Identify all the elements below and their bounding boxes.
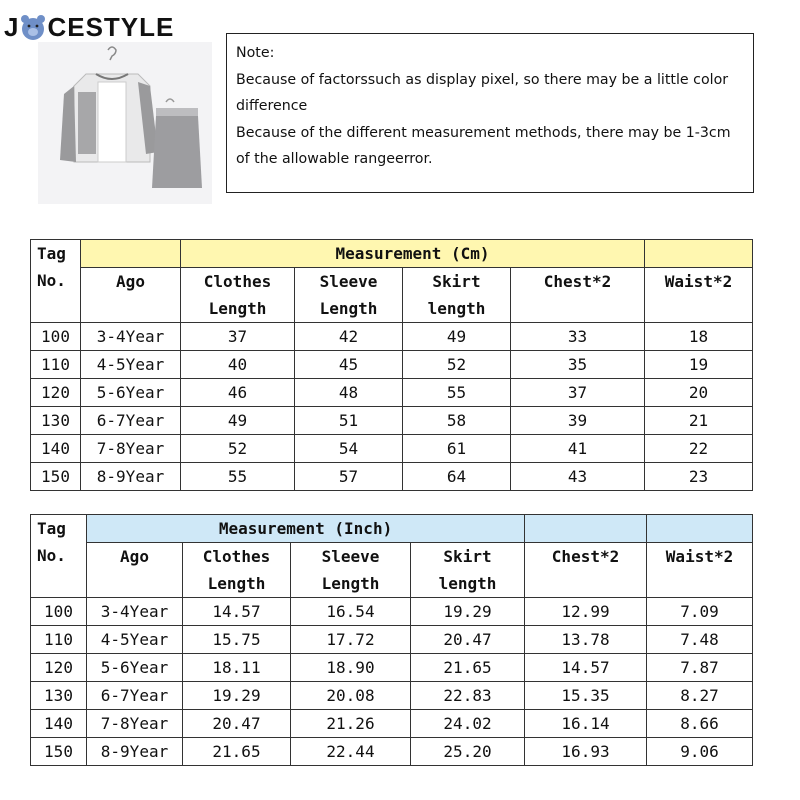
sleeve-length-cell: 18.90	[291, 654, 411, 682]
sleeve-length-cell: 42	[295, 323, 403, 351]
clothes-length-cell: 55	[181, 463, 295, 491]
clothes-length-header: Clothes Length	[181, 268, 295, 323]
waist-header: Waist*2	[645, 268, 753, 323]
table-row	[31, 463, 753, 491]
note-line-1: Because of factorssuch as display pixel, so there may be a little color	[236, 71, 729, 88]
skirt-length-cell: 64	[403, 463, 511, 491]
skirt-length-cell: 49	[403, 323, 511, 351]
chest-cell: 39	[511, 407, 645, 435]
waist-cell: 7.87	[647, 654, 753, 682]
age-header: Ago	[87, 543, 183, 598]
age-cell: 4-5Year	[81, 351, 181, 379]
waist-cell: 23	[645, 463, 753, 491]
table-row	[31, 323, 753, 351]
clothes-length-cell: 14.57	[183, 598, 291, 626]
measurement-cm-title: Measurement (Cm)	[181, 240, 645, 268]
logo-prefix: J	[4, 11, 20, 42]
band-cell	[647, 515, 753, 543]
sleeve-length-cell: 48	[295, 379, 403, 407]
age-cell: 3-4Year	[87, 598, 183, 626]
waist-cell: 8.66	[647, 710, 753, 738]
bear-logo-icon	[20, 13, 46, 41]
sleeve-length-cell: 20.08	[291, 682, 411, 710]
waist-header: Waist*2	[647, 543, 753, 598]
table-row	[31, 710, 753, 738]
sleeve-length-header: Sleeve Length	[295, 268, 403, 323]
skirt-length-cell: 24.02	[411, 710, 525, 738]
age-cell: 7-8Year	[87, 710, 183, 738]
clothes-length-cell: 37	[181, 323, 295, 351]
sleeve-length-cell: 57	[295, 463, 403, 491]
clothes-length-cell: 52	[181, 435, 295, 463]
note-line-2: difference	[236, 98, 308, 114]
skirt-length-cell: 25.20	[411, 738, 525, 766]
note-line-4: of the allowable rangeerror.	[236, 151, 433, 167]
band-cell	[645, 240, 753, 268]
table-row	[31, 626, 753, 654]
age-cell: 5-6Year	[87, 654, 183, 682]
chest-cell: 16.93	[525, 738, 647, 766]
age-cell: 8-9Year	[87, 738, 183, 766]
waist-cell: 20	[645, 379, 753, 407]
chest-cell: 14.57	[525, 654, 647, 682]
note-box	[226, 33, 754, 193]
note-title: Note:	[236, 45, 275, 61]
band-cell	[81, 240, 181, 268]
waist-cell: 22	[645, 435, 753, 463]
chest-cell: 13.78	[525, 626, 647, 654]
tag-cell: 150	[31, 738, 87, 766]
note-line-3: Because of the different measurement methods, there may be 1-3cm	[236, 124, 731, 141]
sleeve-length-header: Sleeve Length	[291, 543, 411, 598]
clothes-length-cell: 21.65	[183, 738, 291, 766]
tag-cell: 100	[31, 323, 81, 351]
sleeve-length-cell: 54	[295, 435, 403, 463]
skirt-length-cell: 61	[403, 435, 511, 463]
skirt-length-cell: 19.29	[411, 598, 525, 626]
band-cell	[525, 515, 647, 543]
waist-cell: 7.09	[647, 598, 753, 626]
chest-cell: 37	[511, 379, 645, 407]
chest-cell: 12.99	[525, 598, 647, 626]
skirt-length-header: Skirt length	[403, 268, 511, 323]
skirt-length-cell: 52	[403, 351, 511, 379]
measurement-inch-title: Measurement (Inch)	[87, 515, 525, 543]
age-cell: 4-5Year	[87, 626, 183, 654]
tag-cell: 140	[31, 710, 87, 738]
sleeve-length-cell: 45	[295, 351, 403, 379]
chest-cell: 15.35	[525, 682, 647, 710]
tag-cell: 140	[31, 435, 81, 463]
table-row	[31, 598, 753, 626]
brand-logo	[4, 10, 174, 44]
chest-cell: 16.14	[525, 710, 647, 738]
age-cell: 8-9Year	[81, 463, 181, 491]
chest-cell: 43	[511, 463, 645, 491]
sleeve-length-cell: 22.44	[291, 738, 411, 766]
waist-cell: 8.27	[647, 682, 753, 710]
skirt-length-cell: 22.83	[411, 682, 525, 710]
chest-cell: 35	[511, 351, 645, 379]
tag-cell: 110	[31, 626, 87, 654]
age-cell: 3-4Year	[81, 323, 181, 351]
table-row	[31, 379, 753, 407]
table-row	[31, 682, 753, 710]
clothes-length-cell: 19.29	[183, 682, 291, 710]
tag-cell: 130	[31, 407, 81, 435]
sleeve-length-cell: 17.72	[291, 626, 411, 654]
outfit-image	[38, 42, 212, 204]
clothes-length-cell: 20.47	[183, 710, 291, 738]
skirt-length-cell: 20.47	[411, 626, 525, 654]
tag-cell: 120	[31, 379, 81, 407]
sleeve-length-cell: 51	[295, 407, 403, 435]
age-cell: 5-6Year	[81, 379, 181, 407]
clothes-length-header: Clothes Length	[183, 543, 291, 598]
skirt-length-cell: 58	[403, 407, 511, 435]
waist-cell: 21	[645, 407, 753, 435]
age-cell: 6-7Year	[87, 682, 183, 710]
tag-cell: 120	[31, 654, 87, 682]
waist-cell: 9.06	[647, 738, 753, 766]
clothes-length-cell: 46	[181, 379, 295, 407]
size-table-inch	[30, 514, 753, 766]
waist-cell: 18	[645, 323, 753, 351]
clothes-length-cell: 15.75	[183, 626, 291, 654]
tag-cell: 150	[31, 463, 81, 491]
chest-header: Chest*2	[525, 543, 647, 598]
table-row	[31, 351, 753, 379]
tag-cell: 100	[31, 598, 87, 626]
tag-no-header: Tag No.	[31, 240, 81, 323]
tag-cell: 110	[31, 351, 81, 379]
age-cell: 7-8Year	[81, 435, 181, 463]
table-row	[31, 738, 753, 766]
age-cell: 6-7Year	[81, 407, 181, 435]
skirt-length-cell: 21.65	[411, 654, 525, 682]
product-photo	[38, 42, 212, 204]
skirt-length-header: Skirt length	[411, 543, 525, 598]
table-row	[31, 435, 753, 463]
skirt-length-cell: 55	[403, 379, 511, 407]
chest-cell: 33	[511, 323, 645, 351]
chest-cell: 41	[511, 435, 645, 463]
logo-suffix: CESTYLE	[47, 11, 175, 42]
waist-cell: 7.48	[647, 626, 753, 654]
clothes-length-cell: 40	[181, 351, 295, 379]
sleeve-length-cell: 21.26	[291, 710, 411, 738]
tag-cell: 130	[31, 682, 87, 710]
age-header: Ago	[81, 268, 181, 323]
table-row	[31, 654, 753, 682]
table-row	[31, 407, 753, 435]
clothes-length-cell: 18.11	[183, 654, 291, 682]
waist-cell: 19	[645, 351, 753, 379]
size-table-cm	[30, 239, 753, 491]
tag-no-header: Tag No.	[31, 515, 87, 598]
sleeve-length-cell: 16.54	[291, 598, 411, 626]
chest-header: Chest*2	[511, 268, 645, 323]
clothes-length-cell: 49	[181, 407, 295, 435]
